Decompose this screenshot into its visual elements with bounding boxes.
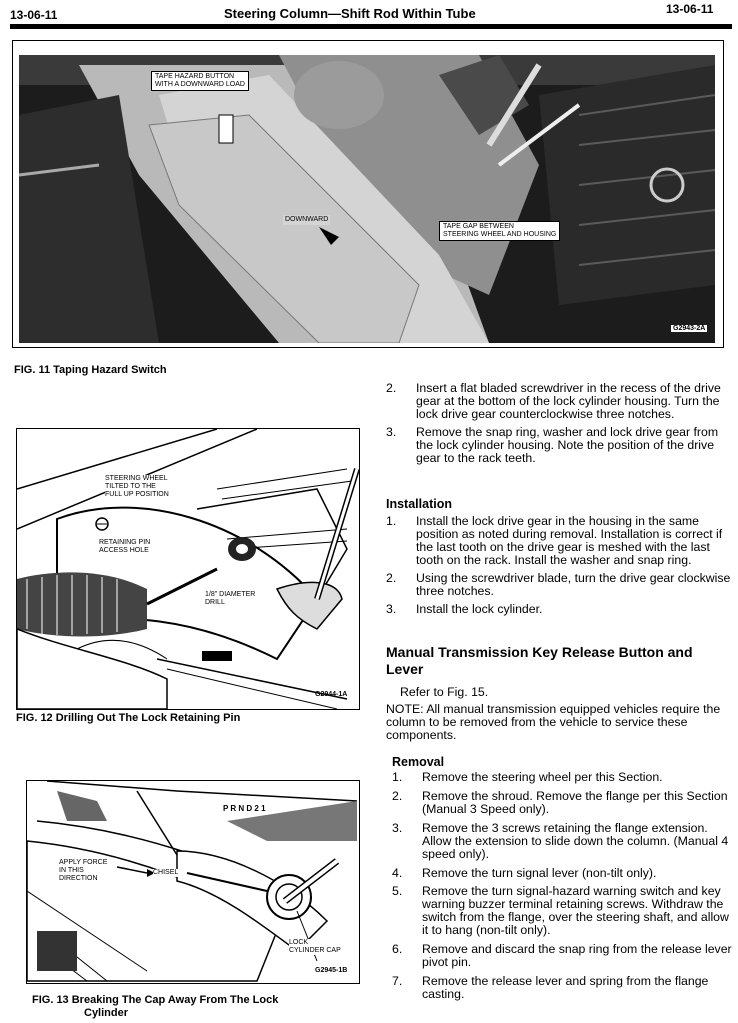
procedure-steps-pre [386, 382, 734, 465]
callout-lock-cylinder-cap: LOCK CYLINDER CAP [289, 939, 341, 954]
removal-steps [386, 771, 734, 1001]
note-text: NOTE: All manual transmission equipped vehicles require the column to be removed from the vehicle to service these components. [386, 702, 721, 742]
step-text: Remove the steering wheel per this Section. [422, 770, 663, 784]
step-text: Install the lock cylinder. [416, 602, 543, 616]
figure-12-caption: FIG. 12 Drilling Out The Lock Retaining Pin [16, 712, 241, 724]
list-item [392, 822, 734, 861]
figure-11-caption: FIG. 11 Taping Hazard Switch [14, 364, 167, 376]
step-text: Remove the turn signal lever (non-tilt only). [422, 866, 657, 880]
callout-tape-gap: TAPE GAP BETWEEN STEERING WHEEL AND HOUSING [439, 221, 560, 241]
shift-indicator-label: P R N D 2 1 [223, 804, 266, 813]
step-text: Using the screwdriver blade, turn the drive gear clockwise three notches. [416, 571, 731, 598]
figure-13 [26, 780, 360, 984]
step-text: Remove the 3 screws retaining the flange extension. Allow the extension to slide down the column. (Manual 4 speed only). [422, 821, 729, 861]
step-number: 1. [386, 514, 397, 528]
callout-steering-wheel-tilted: STEERING WHEEL TILTED TO THE FULL UP POSITION [105, 475, 169, 498]
installation-steps [386, 515, 734, 616]
list-item [392, 975, 734, 1001]
step-number: 3. [386, 602, 397, 616]
figure-11-photo [19, 55, 715, 343]
step-number: 2. [386, 571, 397, 585]
callout-apply-force: APPLY FORCE IN THIS DIRECTION [59, 859, 108, 882]
step-text: Remove the release lever and spring from the flange casting. [422, 974, 709, 1001]
figure-13-id: G2945-1B [315, 967, 348, 974]
callout-chisel: CHISEL [153, 869, 179, 876]
header-rule [10, 24, 732, 29]
page-number-left: 13-06-11 [10, 8, 58, 22]
step-number: 4. [392, 866, 403, 880]
step-text: Install the lock drive gear in the housing in the same position as noted during removal. Installation is correct if the last tooth on the drive gear is meshed with the last tooth on the rack. Install the washer and snap ring. [416, 514, 723, 567]
list-item [392, 867, 734, 880]
callout-drill: 1/8" DIAMETER DRILL [205, 591, 256, 606]
step-number: 2. [386, 381, 397, 395]
figure-13-caption-line1: FIG. 13 Breaking The Cap Away From The Lock [32, 994, 279, 1006]
step-text: Remove and discard the snap ring from the release lever pivot pin. [422, 942, 732, 969]
page-title: Steering Column—Shift Rod Within Tube [224, 6, 476, 21]
figure-11 [12, 40, 724, 348]
figure-12-id: G2944-1A [315, 691, 348, 698]
installation-heading: Installation [386, 497, 452, 511]
step-number: 7. [392, 974, 403, 988]
list-item [386, 426, 734, 465]
drilling-lock-pin-drawing [17, 429, 359, 709]
list-item [386, 603, 734, 616]
callout-tape-hazard-button: TAPE HAZARD BUTTON WITH A DOWNWARD LOAD [151, 71, 249, 91]
step-number: 5. [392, 884, 403, 898]
list-item [392, 771, 734, 784]
step-number: 3. [392, 821, 403, 835]
figure-12 [16, 428, 360, 710]
figure-13-caption-line2: Cylinder [84, 1007, 129, 1019]
steering-column-photo [19, 55, 715, 343]
step-text: Remove the turn signal-hazard warning switch and key warning buzzer terminal retaining screws. Withdraw the switch from the flange, over the steering shaft, and allow it to hang (non-tilt only). [422, 884, 729, 937]
callout-retaining-pin-access-hole: RETAINING PIN ACCESS HOLE [99, 539, 151, 554]
figure-13-caption [32, 994, 278, 1020]
list-item [386, 515, 734, 567]
callout-downward: DOWNWARD [285, 216, 329, 223]
step-text: Remove the shroud. Remove the flange per this Section (Manual 3 Speed only). [422, 789, 728, 816]
step-number: 1. [392, 770, 403, 784]
page-number-right: 13-06-11 [666, 2, 714, 16]
list-item [392, 943, 734, 969]
step-number: 3. [386, 425, 397, 439]
figure-11-id: G2943-2A [673, 325, 706, 332]
refer-text: Refer to Fig. 15. [400, 685, 489, 699]
removal-heading: Removal [392, 755, 445, 769]
step-text: Insert a flat bladed screwdriver in the recess of the drive gear at the bottom of the lock cylinder housing. Turn the lock drive gear counterclockwise three notches. [416, 381, 721, 421]
list-item [386, 382, 734, 421]
list-item [392, 885, 734, 937]
section-heading: Manual Transmission Key Release Button and Lever [386, 644, 693, 677]
list-item [386, 572, 734, 598]
step-number: 2. [392, 789, 403, 803]
step-text: Remove the snap ring, washer and lock drive gear from the lock cylinder housing. Note the position of the drive gear to the rack teeth. [416, 425, 719, 465]
list-item [392, 790, 734, 816]
step-number: 6. [392, 942, 403, 956]
